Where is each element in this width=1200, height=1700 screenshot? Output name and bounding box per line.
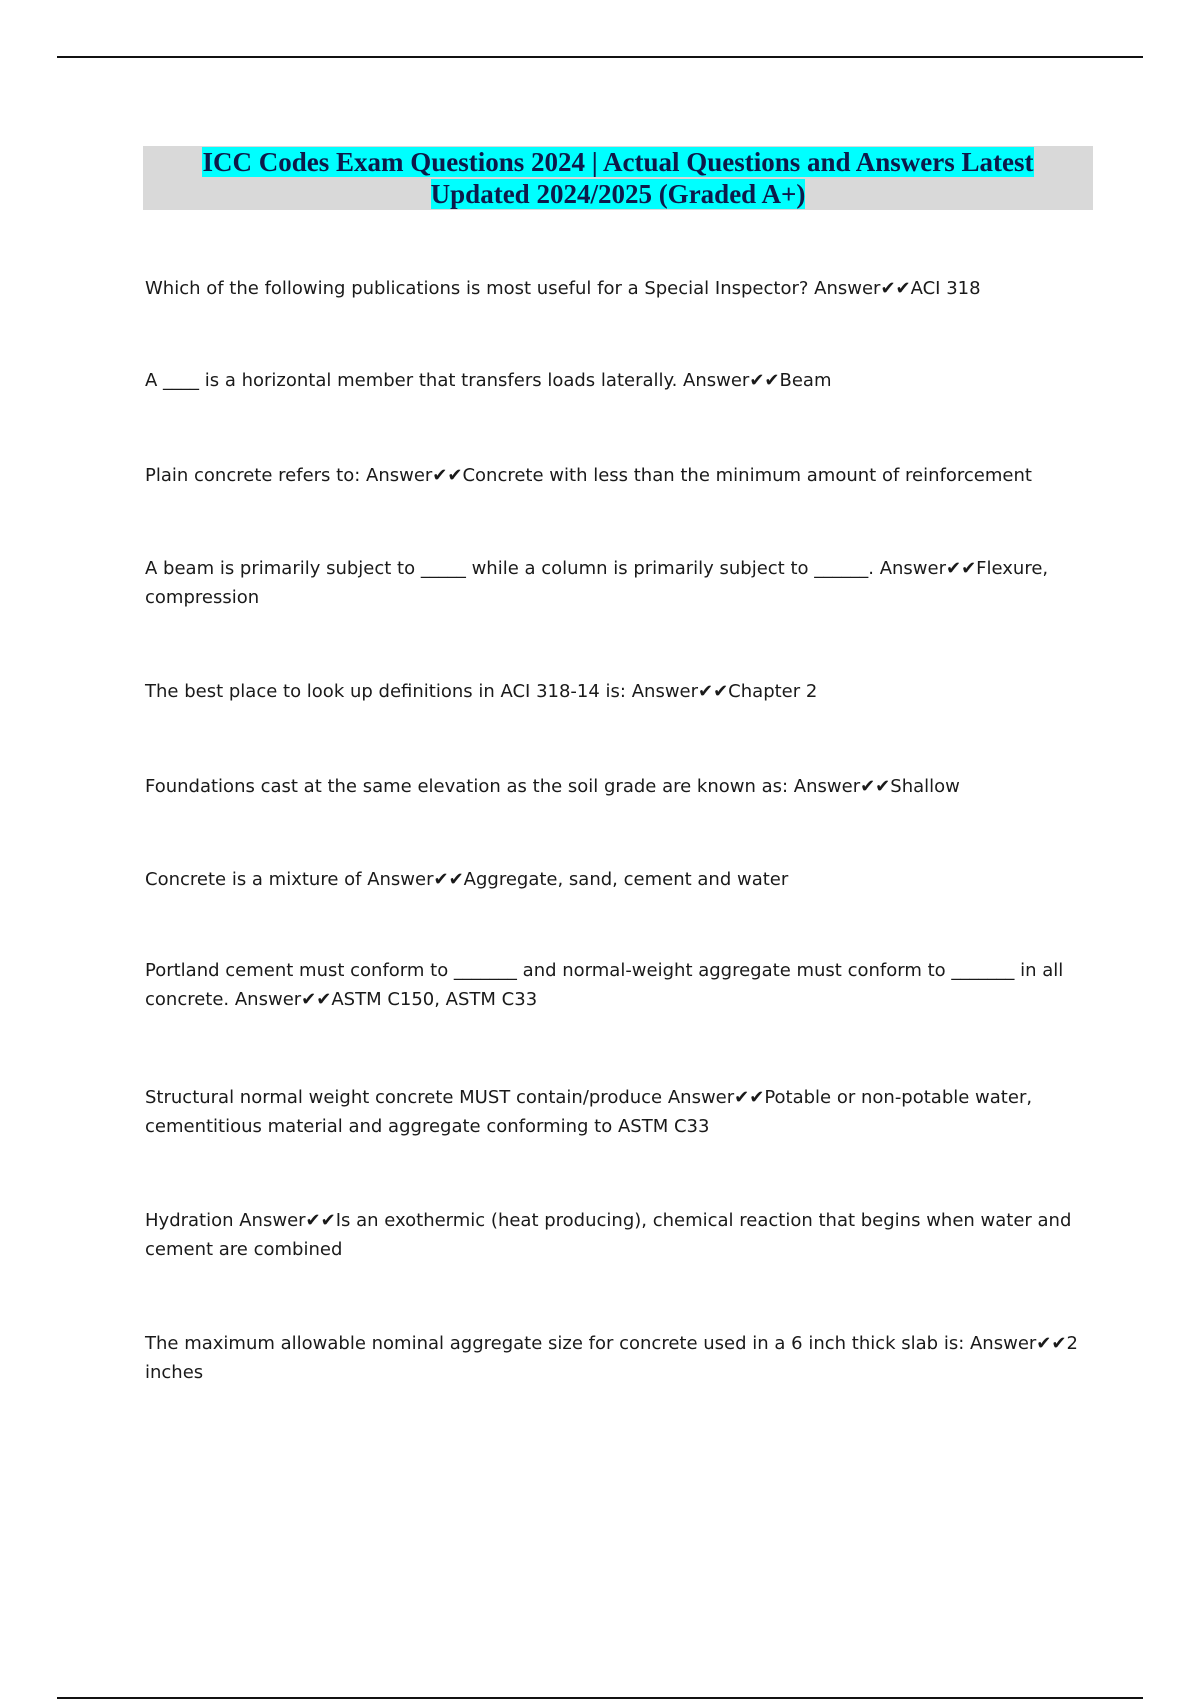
qa-item-9: Structural normal weight concrete MUST contain/produce Answer✔✔Potable or non-potable water, cementitious material and aggregate conforming to ASTM C33 bbox=[145, 1087, 1033, 1137]
qa-item-6: Foundations cast at the same elevation as the soil grade are known as: Answer✔✔Shallow bbox=[145, 776, 960, 797]
qa-item-11: The maximum allowable nominal aggregate size for concrete used in a 6 inch thick slab is: Answer✔✔2 inches bbox=[145, 1333, 1078, 1383]
qa-item-2: A ____ is a horizontal member that transfers loads laterally. Answer✔✔Beam bbox=[145, 370, 832, 391]
qa-item-1: Which of the following publications is most useful for a Special Inspector? Answer✔✔ACI 318 bbox=[145, 278, 981, 299]
qa-item-8: Portland cement must conform to _______ and normal-weight aggregate must conform to _______ in all concrete. Answer✔✔ASTM C150, ASTM C33 bbox=[145, 960, 1064, 1010]
qa-item-3: Plain concrete refers to: Answer✔✔Concrete with less than the minimum amount of reinforcement bbox=[145, 465, 1032, 486]
qa-item-5: The best place to look up definitions in ACI 318-14 is: Answer✔✔Chapter 2 bbox=[145, 681, 818, 702]
qa-item-7: Concrete is a mixture of Answer✔✔Aggregate, sand, cement and water bbox=[145, 869, 789, 890]
bottom-rule bbox=[57, 1697, 1143, 1699]
top-rule bbox=[57, 56, 1143, 58]
qa-item-10: Hydration Answer✔✔Is an exothermic (heat producing), chemical reaction that begins when water and cement are combined bbox=[145, 1210, 1072, 1260]
qa-item-4: A beam is primarily subject to _____ while a column is primarily subject to ______. Answer✔✔Flexure, compression bbox=[145, 558, 1049, 608]
title-line-2: Updated 2024/2025 (Graded A+) bbox=[430, 179, 806, 209]
document-title bbox=[143, 146, 1093, 210]
title-line-1: ICC Codes Exam Questions 2024 | Actual Questions and Answers Latest bbox=[202, 147, 1034, 177]
